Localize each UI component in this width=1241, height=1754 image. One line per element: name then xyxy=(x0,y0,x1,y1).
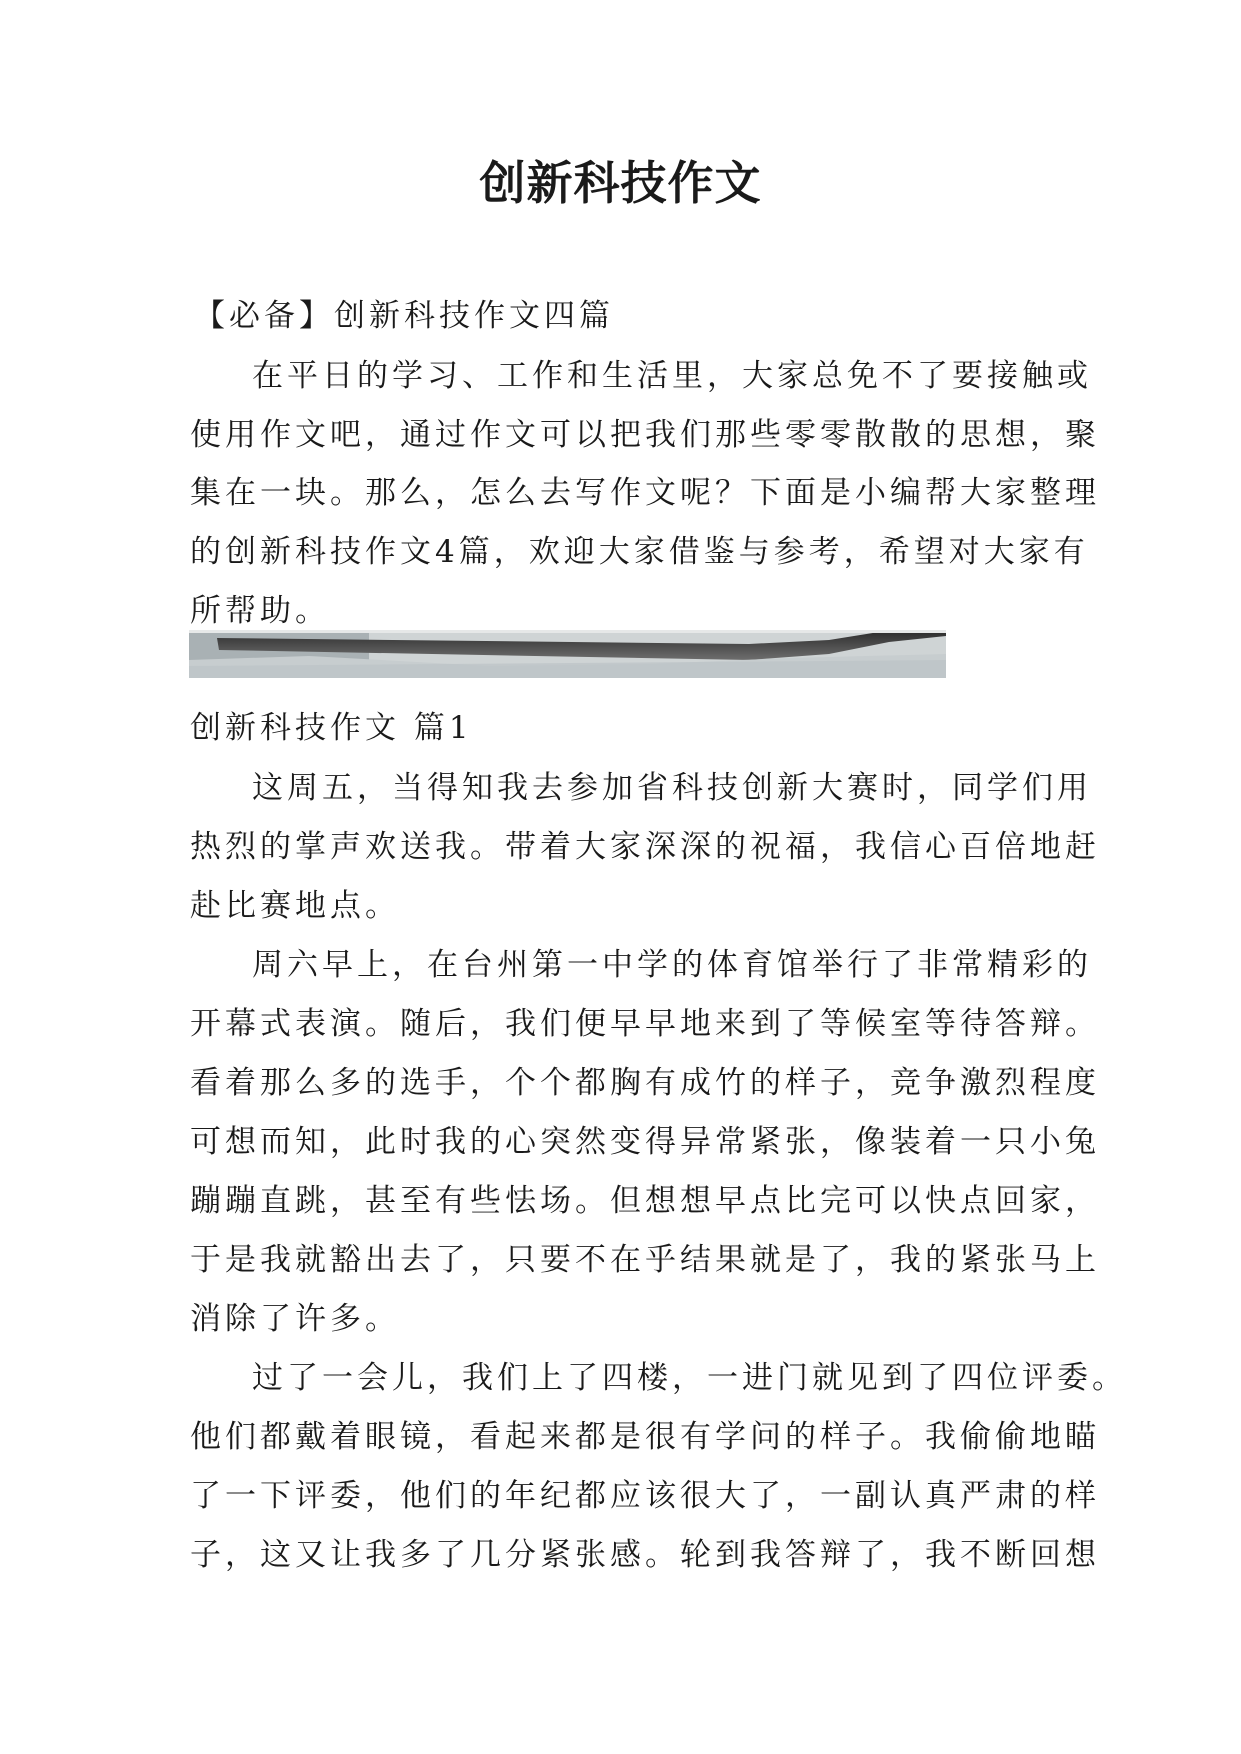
intro-line: 集在一块。那么，怎么去写作文呢？下面是小编帮大家整理 xyxy=(190,475,1100,511)
paragraph-line: 这周五，当得知我去参加省科技创新大赛时，同学们用 xyxy=(252,770,1092,806)
paragraph-line: 子，这又让我多了几分紧张感。轮到我答辩了，我不断回想 xyxy=(190,1537,1100,1573)
paragraph-line: 他们都戴着眼镜，看起来都是很有学问的样子。我偷偷地瞄 xyxy=(190,1419,1100,1455)
paragraph-line: 可想而知，此时我的心突然变得异常紧张，像装着一只小兔 xyxy=(190,1124,1100,1160)
paragraph-line: 蹦蹦直跳，甚至有些怯场。但想想早点比完可以快点回家， xyxy=(190,1183,1100,1219)
paragraph-line: 消除了许多。 xyxy=(190,1301,400,1337)
paragraph-line: 热烈的掌声欢送我。带着大家深深的祝福，我信心百倍地赶 xyxy=(190,829,1100,865)
paragraph-line: 于是我就豁出去了，只要不在乎结果就是了，我的紧张马上 xyxy=(190,1242,1100,1278)
document-title: 创新科技作文 xyxy=(479,156,762,210)
intro-line: 的创新科技作文4篇，欢迎大家借鉴与参考，希望对大家有 xyxy=(190,534,1089,570)
cropped-photo-strip xyxy=(189,630,946,678)
paragraph-line: 看着那么多的选手，个个都胸有成竹的样子，竞争激烈程度 xyxy=(190,1065,1100,1101)
paragraph-line: 赴比赛地点。 xyxy=(190,888,400,924)
paragraph-line: 过了一会儿，我们上了四楼，一进门就见到了四位评委。 xyxy=(252,1360,1127,1396)
paragraph-line: 开幕式表演。随后，我们便早早地来到了等候室等待答辩。 xyxy=(190,1006,1100,1042)
intro-line: 使用作文吧，通过作文可以把我们那些零零散散的思想，聚 xyxy=(190,417,1100,453)
paragraph-line: 了一下评委，他们的年纪都应该很大了，一副认真严肃的样 xyxy=(190,1478,1100,1514)
photo-strip-image xyxy=(189,630,946,678)
paragraph-line: 周六早上，在台州第一中学的体育馆举行了非常精彩的 xyxy=(252,947,1092,983)
section-heading: 创新科技作文 篇1 xyxy=(190,710,473,746)
intro-line: 在平日的学习、工作和生活里，大家总免不了要接触或 xyxy=(252,358,1092,394)
intro-heading: 【必备】创新科技作文四篇 xyxy=(194,298,614,334)
intro-line: 所帮助。 xyxy=(190,593,330,629)
